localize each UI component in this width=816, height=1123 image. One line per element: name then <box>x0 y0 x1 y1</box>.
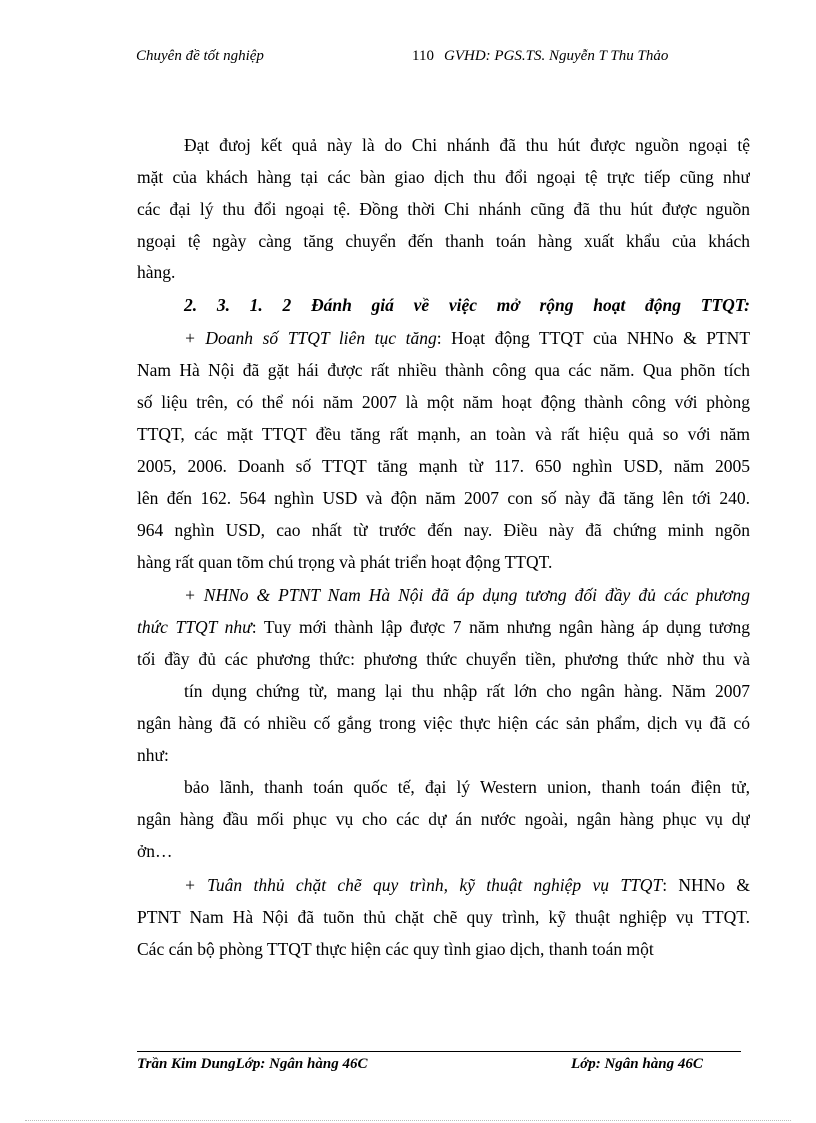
text-line <box>137 835 750 867</box>
text-run: hàng. <box>137 262 176 282</box>
text-run: Các cán bộ phòng TTQT thực hiện các quy tình giao dịch, thanh toán một <box>137 939 654 959</box>
header-advisor: GVHD: PGS.TS. Nguyễn T Thu Thảo <box>444 48 669 64</box>
text-run: Đạt đưoj kết quả này là do Chi nhánh đã thu hút được nguồn ngoại tệ <box>184 135 750 155</box>
page-number: 110 <box>412 48 434 64</box>
text-run: 964 nghìn USD, cao nhất từ trước đến nay. Điều này đã chứng minh ngõn <box>137 520 750 540</box>
text-line <box>137 803 750 835</box>
text-line <box>137 354 750 386</box>
text-line <box>137 450 750 482</box>
text-line <box>137 129 750 161</box>
text-line <box>137 579 750 611</box>
text-run: TTQT, các mặt TTQT đều tăng rất mạnh, an toàn và rất hiệu quả so với năm <box>137 424 750 444</box>
text-run: bảo lãnh, thanh toán quốc tế, đại lý Western union, thanh toán điện tử, <box>184 777 750 797</box>
text-line <box>137 901 750 933</box>
text-line <box>137 707 750 739</box>
text-run: ngân hàng đầu mối phục vụ cho các dự án nước ngoài, ngân hàng phục vụ dự <box>137 809 750 829</box>
text-run: ngân hàng đã có nhiều cố gắng trong việc thực hiện các sản phẩm, dịch vụ đã có <box>137 713 750 733</box>
text-line <box>137 161 750 193</box>
italic-lead: thức TTQT như <box>137 617 252 637</box>
section-heading: 2. 3. 1. 2 Đánh giá về việc mở rộng hoạt động TTQT: <box>184 295 750 315</box>
text-line <box>137 611 750 643</box>
page-bottom-dotted-border <box>25 1120 791 1121</box>
italic-lead: + Tuân thhủ chặt chẽ quy trình, kỹ thuật nghiệp vụ TTQT <box>184 875 663 895</box>
text-run: Nam Hà Nội đã gặt hái được rất nhiều thành công qua các năm. Qua phõn tích <box>137 360 750 380</box>
text-run: hàng rất quan tõm chú trọng và phát triển hoạt động TTQT. <box>137 552 553 572</box>
text-run: mặt của khách hàng tại các bàn giao dịch thu đổi ngoại tệ trực tiếp cũng như <box>137 167 750 187</box>
text-line <box>137 514 750 546</box>
text-line <box>137 739 750 771</box>
text-run: lên đến 162. 564 nghìn USD và độn năm 2007 con số này đã tăng lên tới 240. <box>137 488 750 508</box>
text-run: : Tuy mới thành lập được 7 năm nhưng ngân hàng áp dụng tương <box>251 617 750 637</box>
text-line <box>137 225 750 257</box>
text-run: như: <box>137 745 169 765</box>
text-line <box>137 643 750 675</box>
text-run: : NHNo & <box>662 875 750 895</box>
text-run: 2005, 2006. Doanh số TTQT tăng mạnh từ 117. 650 nghìn USD, năm 2005 <box>137 456 750 476</box>
header-title: Chuyên đề tốt nghiệp <box>136 48 264 64</box>
text-line <box>137 675 750 707</box>
text-line <box>137 869 750 901</box>
footer-divider <box>137 1051 741 1052</box>
text-line <box>137 386 750 418</box>
text-line <box>137 256 750 288</box>
text-line <box>137 771 750 803</box>
text-run: ngoại tệ ngày càng tăng chuyển đến thanh toán hàng xuất khẩu của khách <box>137 231 750 251</box>
text-line <box>137 322 750 354</box>
text-run: các đại lý thu đổi ngoại tệ. Đồng thời Chi nhánh cũng đã thu hút được nguồn <box>137 199 750 219</box>
text-line <box>137 289 750 321</box>
text-line <box>137 193 750 225</box>
text-line <box>137 933 750 965</box>
text-line <box>137 418 750 450</box>
text-run: PTNT Nam Hà Nội đã tuõn thủ chặt chẽ quy trình, kỹ thuật nghiệp vụ TTQT. <box>137 907 750 927</box>
text-line <box>137 546 750 578</box>
text-run: : Hoạt động TTQT của NHNo & PTNT <box>436 328 750 348</box>
italic-lead: + Doanh số TTQT liên tục tăng <box>184 328 437 348</box>
italic-lead: + NHNo & PTNT Nam Hà Nội đã áp dụng tương đối đầy đủ các phương <box>184 585 750 605</box>
footer-author: Trần Kim DungLớp: Ngân hàng 46C <box>137 1056 368 1072</box>
text-line <box>137 482 750 514</box>
text-run: ởn… <box>137 841 173 861</box>
text-run: tối đầy đủ các phương thức: phương thức chuyển tiền, phương thức nhờ thu và <box>137 649 750 669</box>
text-run: số liệu trên, có thể nói năm 2007 là một năm hoạt động thành công với phòng <box>137 392 750 412</box>
text-run: tín dụng chứng từ, mang lại thu nhập rất lớn cho ngân hàng. Năm 2007 <box>184 681 750 701</box>
footer-class: Lớp: Ngân hàng 46C <box>571 1056 703 1072</box>
